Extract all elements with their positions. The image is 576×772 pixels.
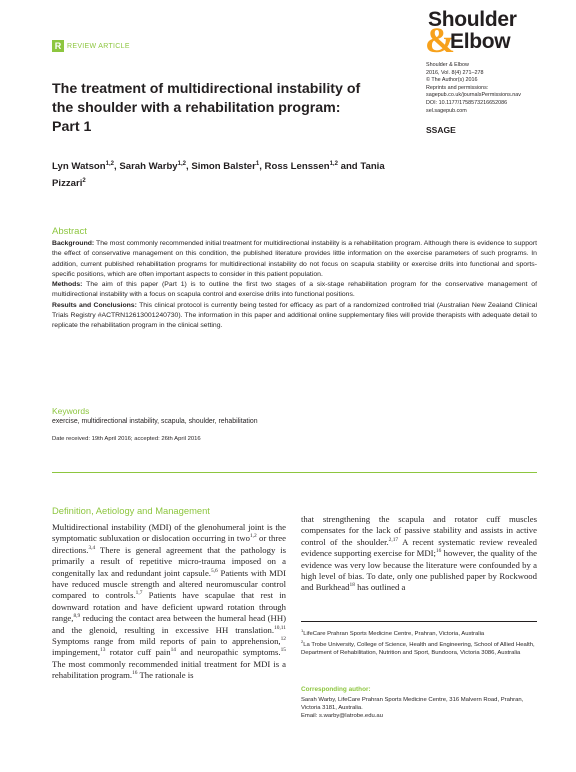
citation-marker[interactable]: 8,9 — [73, 613, 81, 620]
journal-logo-ampersand: & — [425, 20, 455, 60]
section-heading: Definition, Aetiology and Management — [52, 505, 210, 516]
author-affiliation-marker: 1,2 — [105, 161, 114, 167]
citation-marker[interactable]: 3,4 — [88, 544, 96, 551]
body-text-run: and neuropathic symptoms. — [175, 647, 281, 658]
author-list — [52, 157, 412, 191]
body-text-run: The rationale is — [137, 670, 194, 681]
review-article-icon: R — [52, 40, 64, 52]
body-text-run: There is general agreement that the pathology is primarily a result of repetitive micro-trauma imposed on a congenitally lax and redundant joint capsule. — [52, 544, 286, 578]
pub-info-journal: Shoulder & Elbow — [426, 62, 469, 68]
affiliation-marker: 1 — [301, 628, 304, 633]
abstract-results-label: Results and Conclusions: — [52, 301, 137, 309]
corresponding-author-address: Sarah Warby, LifeCare Prahran Sports Medicine Centre, 316 Malvern Road, Prahran, Victoria 3181, Australia. — [301, 697, 524, 712]
citation-marker[interactable]: 5,6 — [210, 567, 218, 574]
affiliation-text: LifeCare Prahran Sports Medicine Centre, Prahran, Victoria, Australia — [303, 630, 485, 637]
pub-info-permissions-link[interactable]: sagepub.co.uk/journalsPermissions.nav — [426, 92, 521, 99]
citation-marker[interactable]: 12 — [280, 636, 286, 643]
corresponding-author-details — [301, 696, 537, 721]
corresponding-author-email[interactable]: Email: s.warby@latrobe.edu.au — [301, 713, 383, 720]
body-text-run: impingement, — [52, 647, 101, 658]
affiliation-text: La Trobe University, College of Science, Health and Engineering, School of Allied Health, Department of Rehabilitation, Nutrition and Sport, Bundoora, Victoria 3086, Australia — [301, 642, 535, 657]
body-text-run: Patients have scapulae that rest in downward rotation and have deficient upward rotation through range, — [52, 590, 286, 624]
body-text-run: reducing the contact area between the humeral head (HH) and the glenoid, resulting in excessive HH translation. — [52, 613, 286, 635]
author-name: Simon Balster — [191, 161, 256, 173]
author-separator: , — [185, 161, 192, 173]
affiliations — [301, 627, 537, 658]
affiliation-item — [301, 638, 537, 657]
abstract-background-label: Background: — [52, 240, 95, 247]
body-text-run: or three directions. — [52, 533, 286, 555]
affiliation-item — [301, 627, 537, 638]
author-affiliation-marker: 2 — [82, 178, 86, 185]
body-text-run: that strengthening the scapula and rotator cuff muscles compensates for the lack of passive stability and assists in active control of the shoulder. — [301, 514, 537, 547]
journal-logo-word-shoulder: Shoulder — [428, 8, 517, 31]
article-type — [52, 40, 130, 52]
body-column-left — [52, 522, 286, 682]
body-text-run: A recent systematic review revealed evidence supporting exercise for MDI; — [301, 536, 537, 559]
body-text-run: Patients with MDI have reduced muscle strength and altered neuromuscular control compared to controls. — [52, 567, 286, 601]
citation-marker[interactable]: 13 — [100, 647, 106, 654]
article-title: The treatment of multidirectional instability of the shoulder with a rehabilitation program: Part 1 — [52, 81, 361, 135]
pub-info-reprints: Reprints and permissions: — [426, 84, 489, 91]
pub-info-copyright: © The Author(s) 2016 — [426, 77, 478, 84]
keywords-list: exercise, multidirectional instability, scapula, shoulder, rehabilitation — [52, 418, 258, 425]
citation-marker[interactable]: 2,17 — [388, 536, 399, 543]
abstract-body — [52, 239, 537, 332]
author-separator: , — [259, 161, 265, 173]
citation-marker[interactable]: 15 — [280, 647, 286, 654]
abstract-methods-text: The aim of this paper (Part 1) is to outline the first two stages of a six-stage rehabilitation program for the conservative management of multidirectional instability with a focus on scapula control and exercise drills into functional positions. — [52, 281, 537, 299]
author-separator: , — [114, 161, 120, 173]
body-text-run: has outlined a — [354, 582, 406, 593]
section-divider — [52, 472, 537, 473]
article-type-label: REVIEW ARTICLE — [67, 42, 130, 50]
author-affiliation-marker: 1 — [255, 161, 260, 167]
pub-info-volume: 2016, Vol. 8(4) 271–278 — [426, 69, 484, 76]
body-column-right — [301, 514, 537, 594]
author-name: Sarah Warby — [119, 161, 178, 173]
citation-marker[interactable]: 10,11 — [274, 624, 286, 631]
citation-marker[interactable]: 1,2 — [249, 533, 257, 540]
author-name: and Tania Pizzari — [52, 161, 385, 190]
keywords-heading: Keywords — [52, 406, 90, 416]
citation-marker[interactable]: 16 — [435, 548, 442, 555]
body-text-run: however, the quality of the evidence was very low because the literature were confounded by a high level of bias. To date, only one published paper by Rockwood and Burkhead — [301, 548, 537, 593]
abstract-results — [52, 301, 537, 332]
journal-logo-word-elbow: Elbow — [450, 30, 511, 53]
abstract-methods-label: Methods: — [52, 281, 83, 289]
citation-marker[interactable]: 16 — [132, 670, 138, 677]
abstract-results-text: This clinical protocol is currently being tested for efficacy as part of a randomized controlled trial (Australian New Zealand Clinical Trials Registry #ACTRN12613001240730). The information in this paper and additional online supplementary files will provide therapists with adequate detail to replicate the rehabilitation program in the clinical setting. — [52, 301, 538, 330]
author-affiliation-marker: 1,2 — [329, 161, 338, 167]
footnote-divider — [301, 621, 537, 622]
abstract-methods — [52, 280, 537, 301]
body-text-run: rotator cuff pain — [105, 647, 171, 658]
pub-info-doi[interactable]: DOI: 10.1177/1758573216652086 — [426, 99, 508, 106]
body-text-run: The most commonly recommended initial treatment for MDI is a rehabilitation program. — [52, 658, 286, 681]
author-name: Ross Lenssen — [264, 161, 330, 173]
abstract-heading: Abstract — [52, 226, 87, 237]
citation-marker[interactable]: 14 — [170, 647, 176, 654]
corresponding-author-heading: Corresponding author: — [301, 686, 371, 693]
article-dates: Date received: 19th April 2016; accepted: 26th April 2016 — [52, 436, 201, 442]
author-name: Lyn Watson — [52, 161, 106, 173]
publisher-logo: SSAGE — [426, 125, 456, 135]
citation-marker[interactable]: 18 — [349, 582, 355, 589]
affiliation-marker: 2 — [301, 639, 304, 645]
publication-info — [426, 62, 571, 115]
abstract-background-text: The most commonly recommended initial treatment for multidirectional instability is a rehabilitation program. Although there is evidence to support the effect of conservative management on this condition, the published literature provides little information on the exercise parameters of such programs. In addition, current published rehabilitation programs for multidirectional instability do not focus on scapula stability or exercise drills into functional and sports-specific positions, which are often important aspects to consider in this patient population. — [52, 240, 537, 278]
journal-logo — [420, 8, 530, 58]
abstract-background — [52, 239, 537, 280]
pub-info-site-link[interactable]: sel.sagepub.com — [426, 107, 467, 114]
body-text-run: Multidirectional instability (MDI) of the glenohumeral joint is the symptomatic subluxation or dislocation occurring in two — [52, 522, 286, 544]
author-affiliation-marker: 1,2 — [177, 161, 186, 167]
body-text-run: Symptoms range from mild reports of pain to apprehension, — [52, 636, 281, 647]
citation-marker[interactable]: 1,7 — [135, 590, 143, 597]
